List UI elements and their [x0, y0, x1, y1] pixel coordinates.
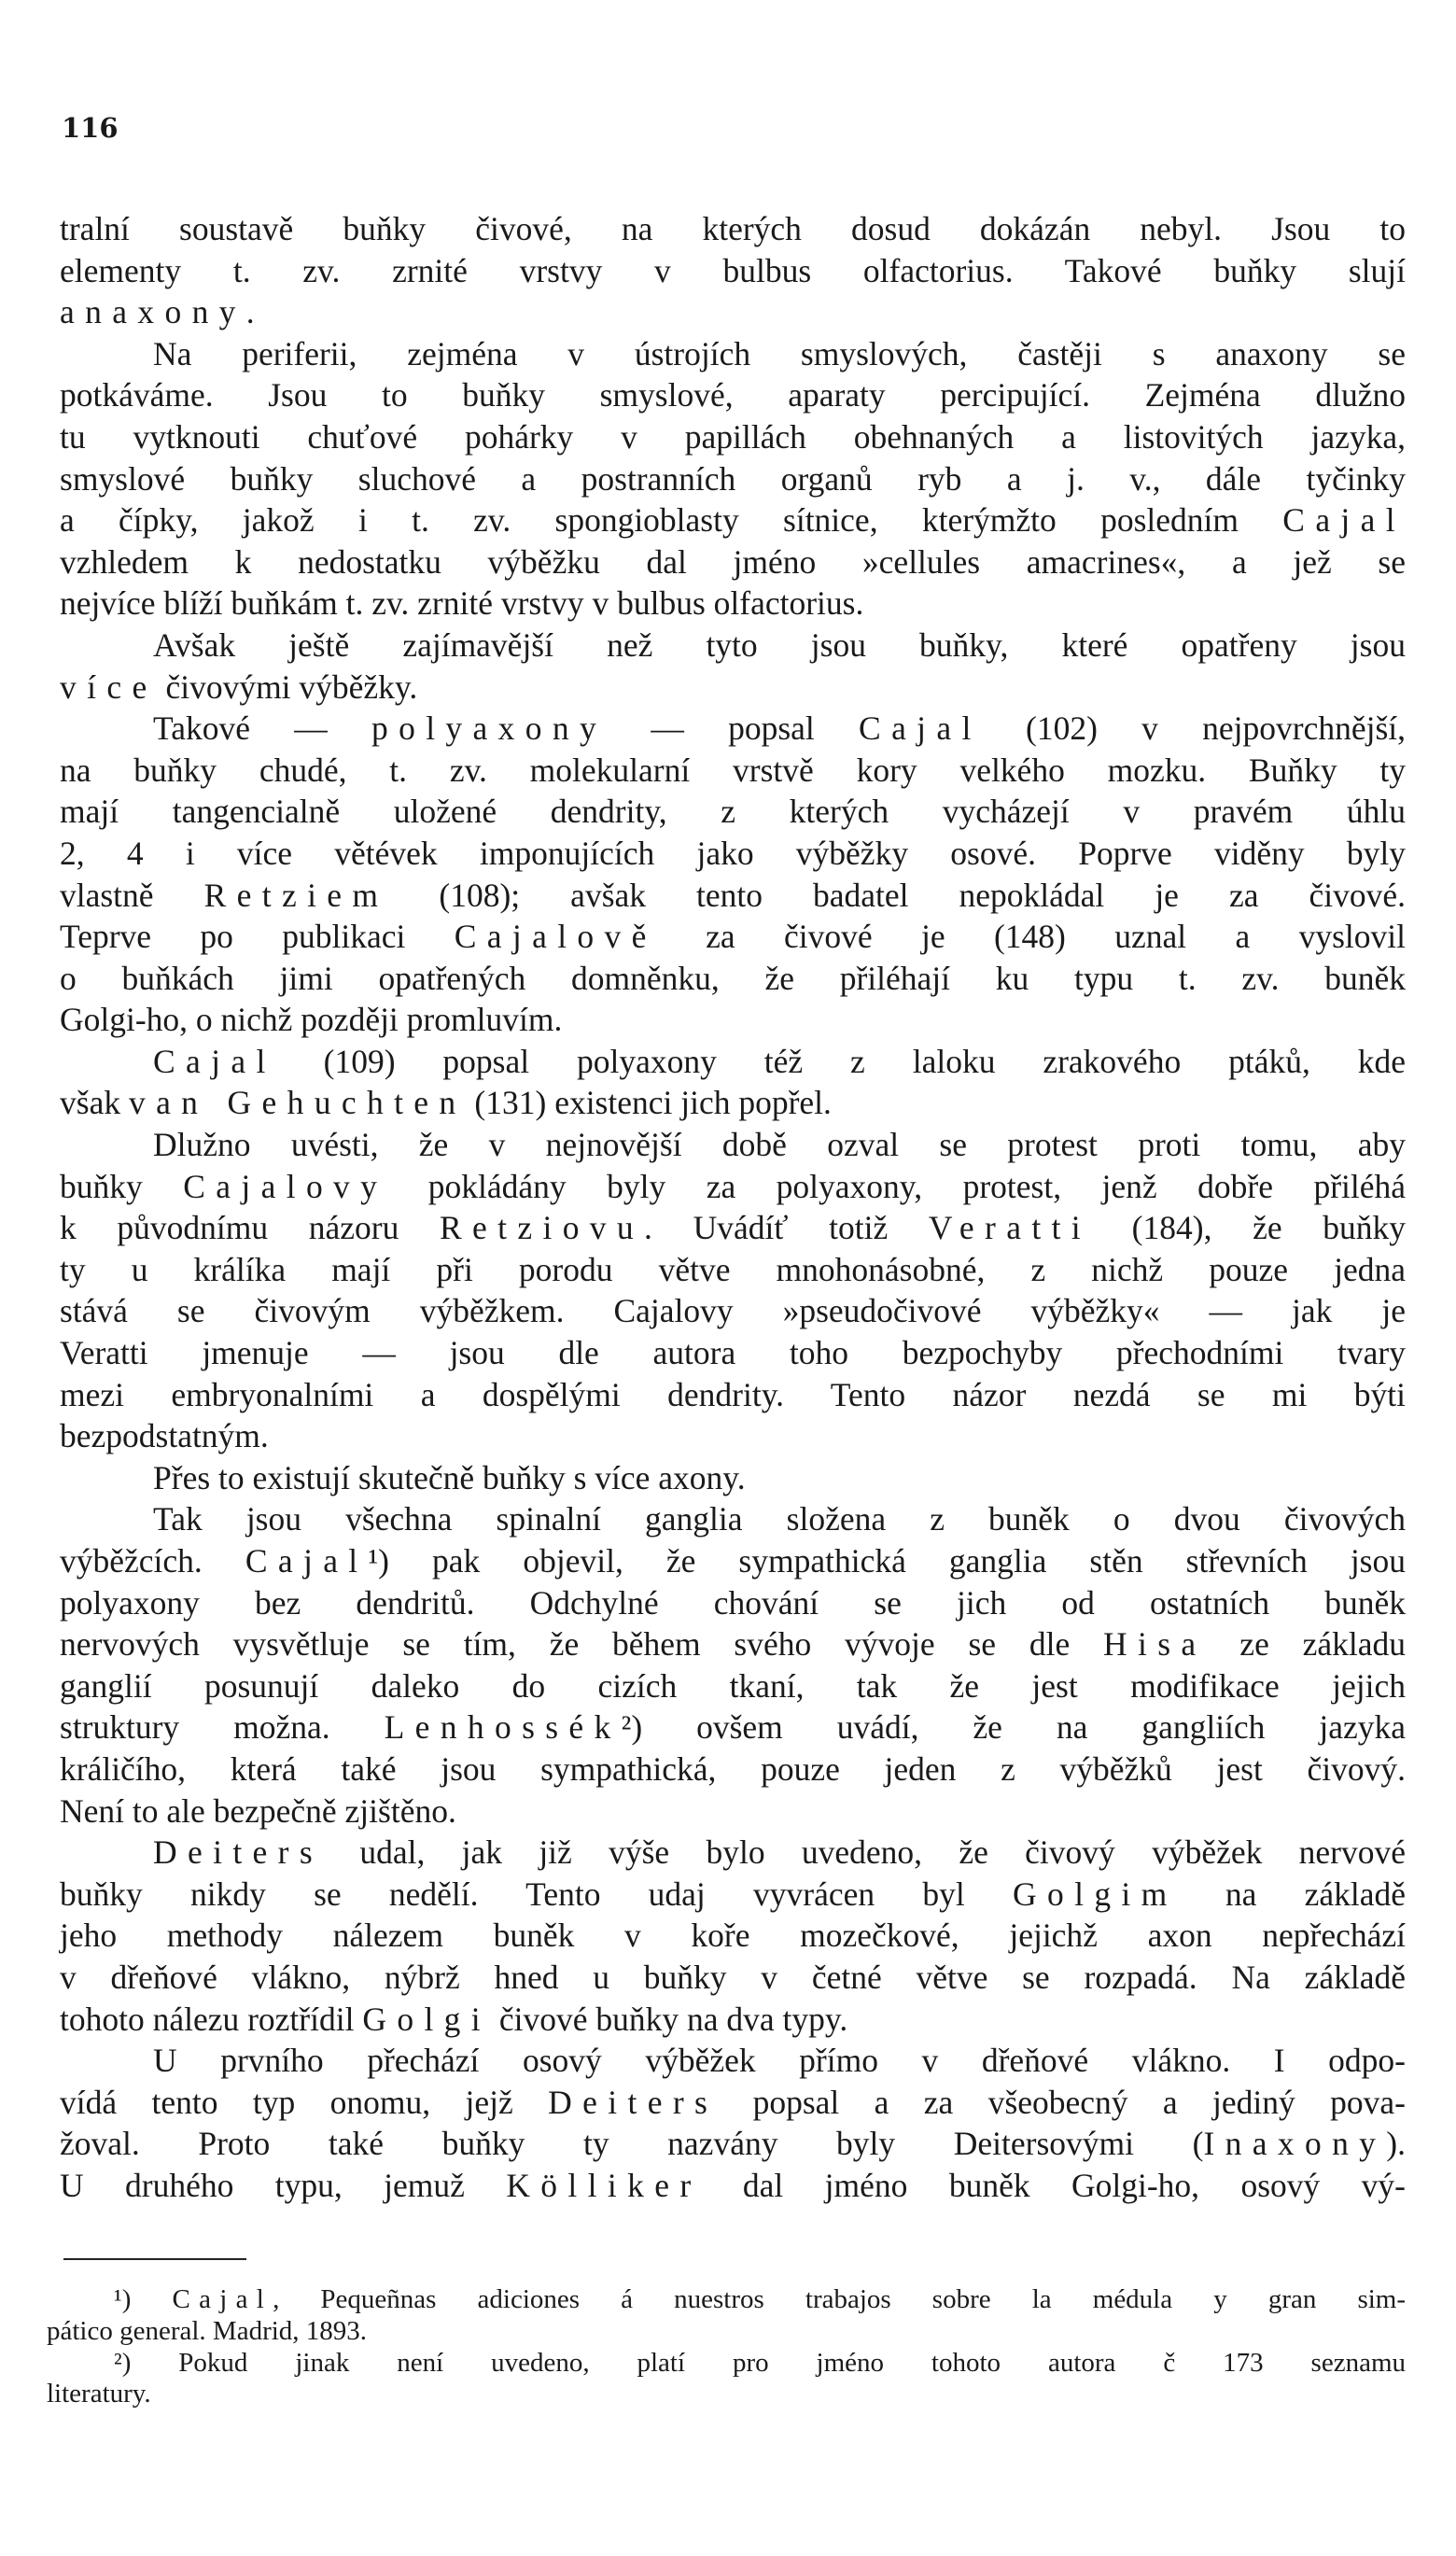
text-segment: struktury možna.: [60, 1708, 385, 1747]
text-segment: čivové buňky na dva typy.: [491, 2000, 848, 2038]
text-segment: vídá tento typ onomu, jejž: [60, 2083, 549, 2121]
text-line: [60, 791, 1406, 833]
text-line: [60, 875, 1406, 917]
footnote-text: Pokud jinak není uvedeno, platí pro jméno tohoto autora č 173 seznamu: [178, 2347, 1407, 2378]
text-line: [60, 541, 1406, 583]
text-segment: dal jméno buněk Golgi-ho, osový vý-: [701, 2166, 1406, 2204]
text-segment: za čivové je (148) uznal a vyslovil: [656, 918, 1406, 956]
text-line: [60, 1582, 1406, 1624]
footnote-1: [47, 2284, 1406, 2316]
text-line: [60, 1791, 1406, 1833]
text-segment: stává se čivovým výběžkem. Cajalovy »pseudočivové výběžky« — jak je: [60, 1292, 1406, 1330]
text-line: [60, 1706, 1406, 1748]
text-segment: polyaxony bez dendritů. Odchylné chování se jich od ostatních buněk: [60, 1583, 1406, 1622]
text-segment: ty u králíka mají při porodu větve mnohonásobné, z nichž pouze jedna: [60, 1250, 1406, 1288]
footnote-author: Cajal: [172, 2284, 273, 2314]
text-line: [60, 333, 1406, 375]
text-segment: Tak jsou všechna spinalní ganglia složena z buněk o dvou čivových: [153, 1500, 1406, 1538]
text-segment: výběžcích.: [60, 1542, 245, 1580]
emphasized-name: Retziovu: [439, 1209, 645, 1247]
text-segment: na základě: [1177, 1875, 1406, 1913]
emphasized-name: Retziem: [203, 876, 389, 914]
text-segment: Veratti jmenuje — jsou dle autora toho bezpochyby přechodními tvary: [60, 1334, 1406, 1372]
emphasized-name: více: [60, 667, 158, 706]
text-line: [60, 583, 1406, 625]
emphasized-name: Cajal: [153, 1042, 276, 1080]
text-segment: 2, 4 i více větévek imponujících jako výběžky osové. Poprve viděny byly: [60, 834, 1406, 872]
text-segment: Golgi-ho, o nichž později promluvím.: [60, 1001, 563, 1039]
text-line: [60, 1957, 1406, 1999]
text-segment: Na periferii, zejména v ústrojích smyslových, častěji s anaxony se: [153, 334, 1406, 372]
text-segment: .: [245, 293, 255, 331]
text-segment: na buňky chudé, t. zv. molekularní vrstvě kory velkého mozku. Buňky ty: [60, 751, 1406, 789]
text-segment: jeho methody nálezem buněk v koře mozečkové, jejichž axon nepřechází: [60, 1917, 1406, 1955]
text-segment: U prvního přechází osový výběžek přímo v dřeňové vlákno. I odpo-: [153, 2042, 1406, 2080]
text-segment: (102) v nejpovrchnější,: [981, 709, 1407, 748]
text-segment: Dlužno uvésti, že v nejnovější době ozval se protest proti tomu, aby: [153, 1126, 1406, 1164]
text-segment: U druhého typu, jemuž: [60, 2166, 507, 2204]
text-segment: v dřeňové vlákno, nýbrž hned u buňky v četné větve se rozpadá. Na základě: [60, 1958, 1406, 1996]
text-segment: bezpodstatným.: [60, 1417, 269, 1455]
text-segment: udal, jak již výše bylo uvedeno, že čivový výběžek nervové: [323, 1833, 1406, 1872]
text-line: [60, 1540, 1406, 1582]
emphasized-name: anaxony: [60, 293, 246, 331]
text-segment: (108); avšak tento badatel nepokládal je za čivové.: [388, 876, 1406, 914]
emphasized-name: Cajalovy: [183, 1167, 388, 1205]
emphasized-name: Kölliker: [506, 2166, 702, 2204]
emphasized-name: Cajal: [859, 709, 982, 748]
text-segment: k původnímu názoru: [60, 1209, 440, 1247]
text-segment: vzhledem k nedostatku výběžku dal jméno »cellules amacrines«, a jež se: [60, 542, 1406, 581]
text-line: [60, 1415, 1406, 1457]
text-segment: buňky nikdy se nedělí. Tento udaj vyvrácen byl: [60, 1875, 1013, 1913]
emphasized-name: van Gehuchten: [128, 1084, 467, 1122]
text-line: [60, 958, 1406, 1000]
text-line: [60, 1290, 1406, 1332]
text-line: [60, 2082, 1406, 2124]
text-segment: potkáváme. Jsou to buňky smyslové, aparaty percipující. Zejména dlužno: [60, 376, 1406, 414]
text-segment: smyslové buňky sluchové a postranních organů ryb a j. v., dále tyčinky: [60, 459, 1406, 498]
footnote-1-cont: pático general. Madrid, 1893.: [47, 2315, 368, 2346]
footnotes: [47, 2284, 1406, 2410]
text-segment: Teprve po publikaci: [60, 918, 455, 956]
text-line: [60, 708, 1406, 750]
emphasized-name: Lenhossék: [384, 1708, 622, 1747]
text-line: [60, 1207, 1406, 1249]
text-segment: buňky: [60, 1167, 184, 1205]
emphasized-name: polyaxony: [371, 709, 608, 748]
text-line: [60, 1041, 1406, 1083]
text-segment: (131) existenci jich popřel.: [466, 1084, 832, 1122]
text-line: [60, 2040, 1406, 2082]
emphasized-name: Inaxony: [1203, 2125, 1387, 2163]
footnote-separator: [63, 2258, 246, 2260]
footnote-mark: ¹): [114, 2284, 132, 2314]
text-line: [60, 1665, 1406, 1707]
text-segment: tralní soustavě buňky čivové, na kterých dosud dokázán nebyl. Jsou to: [60, 210, 1406, 247]
text-segment: ²) ovšem uvádí, že na gangliích jazyka: [621, 1708, 1407, 1747]
text-line: [60, 2165, 1406, 2207]
text-segment: Není to ale bezpečně zjištěno.: [60, 1791, 456, 1830]
text-segment: ¹) pak objevil, že sympathická ganglia stěn střevních jsou: [368, 1542, 1407, 1580]
text-line: [60, 1623, 1406, 1665]
text-line: [60, 1832, 1406, 1874]
emphasized-name: Cajalově: [454, 918, 657, 956]
text-line: [60, 999, 1406, 1041]
text-line: [60, 374, 1406, 416]
emphasized-name: Cajal: [1282, 501, 1406, 540]
emphasized-name: Golgi: [362, 2000, 492, 2038]
emphasized-name: Veratti: [928, 1209, 1092, 1247]
emphasized-name: Cajal: [245, 1542, 369, 1580]
text-line: [60, 250, 1406, 292]
text-line: [60, 1249, 1406, 1291]
text-line: [60, 1874, 1406, 1916]
text-segment: ganglií posunují daleko do cizích tkaní, tak že jest modifikace jejich: [60, 1666, 1406, 1705]
text-segment: a čípky, jakož i t. zv. spongioblasty sítnice, kterýmžto posledním: [60, 501, 1283, 540]
text-line: [60, 1124, 1406, 1166]
text-segment: tu vytknouti chuťové pohárky v papillách obehnaných a listovitých jazyka,: [60, 417, 1406, 456]
text-line: [60, 458, 1406, 500]
text-line: [60, 1498, 1406, 1540]
text-segment: — popsal: [607, 709, 860, 748]
text-segment: ze základu: [1206, 1625, 1406, 1664]
text-line: [60, 1457, 1406, 1499]
text-segment: popsal a za všeobecný a jediný pova-: [718, 2083, 1407, 2121]
text-line: [60, 1332, 1406, 1374]
text-segment: tohoto nálezu roztřídil: [60, 2000, 363, 2038]
text-segment: pokládány byly za polyaxony, protest, jenž dobře přiléhá: [387, 1167, 1407, 1205]
text-line: [60, 1915, 1406, 1957]
text-line: [60, 416, 1406, 458]
text-segment: . Uvádíť totiž: [644, 1209, 929, 1247]
text-line: [60, 750, 1406, 792]
footnote-text: , Pequeñnas adiciones á nuestros trabajos sobre la médula y gran sim-: [273, 2284, 1407, 2314]
body-text: [60, 208, 1406, 2207]
text-segment: mezi embryonalními a dospělými dendrity. Tento názor nezdá se mi býti: [60, 1375, 1406, 1413]
text-line: [60, 916, 1406, 958]
text-segment: ).: [1386, 2125, 1406, 2163]
text-segment: mají tangencialně uložené dendrity, z kterých vycházejí v pravém úhlu: [60, 793, 1406, 831]
text-segment: o buňkách jimi opatřených domněnku, že přiléhají ku typu t. zv. buněk: [60, 959, 1406, 997]
text-segment: žoval. Proto také buňky ty nazvány byly Deitersovými (: [60, 2125, 1204, 2163]
text-line: [60, 291, 1406, 333]
emphasized-name: Golgim: [1012, 1875, 1178, 1913]
footnote-mark: ²): [114, 2347, 132, 2378]
footnote-2-cont: literatury.: [47, 2379, 151, 2409]
text-line: [60, 499, 1406, 541]
text-segment: (184), že buňky: [1091, 1209, 1406, 1247]
footnote-2: [47, 2348, 1406, 2380]
text-line: [60, 1748, 1406, 1791]
text-line: [60, 1166, 1406, 1208]
text-segment: však: [60, 1084, 129, 1122]
text-segment: čivovými výběžky.: [157, 667, 418, 706]
text-line: [60, 2123, 1406, 2165]
text-line: [60, 1374, 1406, 1416]
text-line: [60, 1999, 1406, 2041]
emphasized-name: Deiters: [153, 1833, 324, 1872]
text-line: [60, 625, 1406, 667]
text-line: [60, 833, 1406, 875]
emphasized-name: Deiters: [548, 2083, 719, 2121]
text-line: [60, 208, 1406, 250]
emphasized-name: Hisa: [1103, 1625, 1207, 1664]
text-segment: (109) popsal polyaxony též z laloku zrakového ptáků, kde: [275, 1042, 1406, 1080]
text-segment: elementy t. zv. zrnité vrstvy v bulbus olfactorius. Takové buňky slují: [60, 251, 1406, 289]
text-segment: Takové —: [153, 709, 371, 748]
text-segment: vlastně: [60, 876, 204, 914]
page-number: 116: [62, 112, 119, 144]
text-segment: nejvíce blíží buňkám t. zv. zrnité vrstvy v bulbus olfactorius.: [60, 584, 864, 623]
text-line: [60, 1082, 1406, 1124]
text-line: [60, 667, 1406, 709]
text-segment: králičího, která také jsou sympathická, pouze jeden z výběžků jest čivový.: [60, 1749, 1406, 1788]
text-segment: Přes to existují skutečně buňky s více axony.: [153, 1458, 746, 1496]
text-segment: Avšak ještě zajímavější než tyto jsou buňky, které opatřeny jsou: [153, 625, 1406, 664]
text-segment: nervových vysvětluje se tím, že během svého vývoje se dle: [60, 1625, 1103, 1664]
